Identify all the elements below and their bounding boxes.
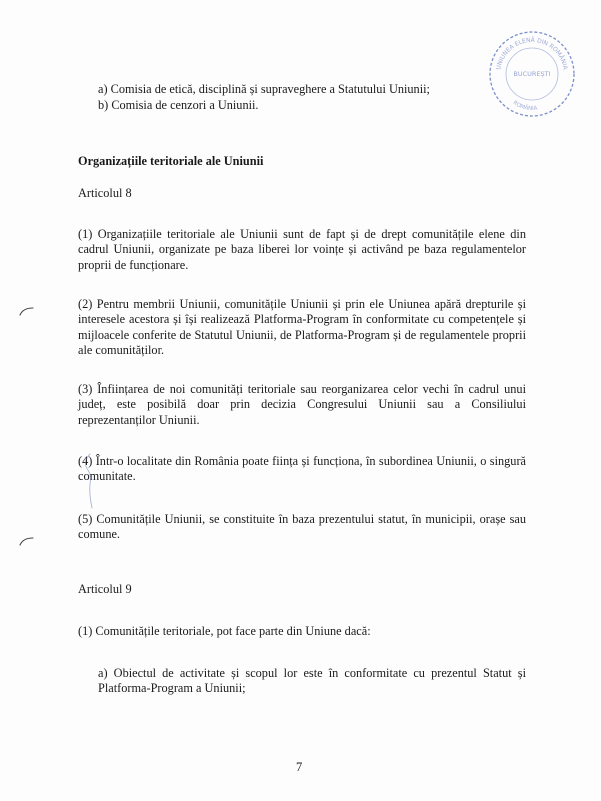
stamp-text-bottom: ROMÂNIA — [511, 99, 538, 113]
list-item-commission-auditors: b) Comisia de cenzori a Uniunii. — [98, 98, 259, 112]
pen-stroke-mark — [80, 452, 102, 512]
article-8-title: Articolul 8 — [78, 186, 132, 200]
list-item-commission-ethics: a) Comisia de etică, disciplină și supraveghere a Statutului Uniunii; — [98, 82, 430, 96]
stamp-text-top: UNIUNEA ELENĂ DIN ROMÂNIA — [495, 36, 569, 71]
page-number: 7 — [296, 760, 303, 774]
article-8-paragraph-5: (5) Comunitățile Uniunii, se constituite în baza prezentului statut, în municipii, orașe sau comune. — [78, 512, 526, 542]
article-8-paragraph-4: (4) Într-o localitate din România poate ființa și funcționa, în subordinea Uniunii, o singură comunitate. — [78, 454, 526, 484]
article-9-paragraph-1: (1) Comunitățile teritoriale, pot face parte din Uniune dacă: — [78, 624, 371, 638]
article-9-title: Articolul 9 — [78, 582, 132, 596]
article-8-paragraph-1: (1) Organizațiile teritoriale ale Uniunii sunt de fapt și de drept comunitățile elene din cadrul Uniunii, organizate pe baza liberei lor voințe și activând pe baza regulamentelor proprii de funcționare. — [78, 227, 526, 272]
section-heading: Organizațiile teritoriale ale Uniunii — [78, 154, 264, 168]
article-8-paragraph-2: (2) Pentru membrii Uniunii, comunitățile Uniunii și prin ele Uniunea apără drepturile și interesele acestora și își realizează Platforma-Program în conformitate cu competențele și mijloacele conferite de Statutul Uniunii, de Platforma-Program și de regulamentele proprii ale comunităților. — [78, 297, 526, 358]
svg-text:UNIUNEA ELENĂ DIN ROMÂNIA — [495, 37, 569, 71]
article-9-item-a: a) Obiectul de activitate și scopul lor este în conformitate cu prezentul Statut și Platforma-Program a Uniunii; — [98, 666, 526, 696]
article-8-paragraph-3: (3) Înființarea de noi comunități teritoriale sau reorganizarea celor vechi în cadrul unui județ, este posibilă doar prin decizia Congresului Uniunii sau a Consiliului reprezentanților Uniunii. — [78, 382, 526, 427]
stamp-text-middle: BUCUREȘTI — [513, 70, 551, 78]
margin-mark-upper — [18, 306, 36, 316]
margin-mark-lower — [18, 536, 36, 546]
